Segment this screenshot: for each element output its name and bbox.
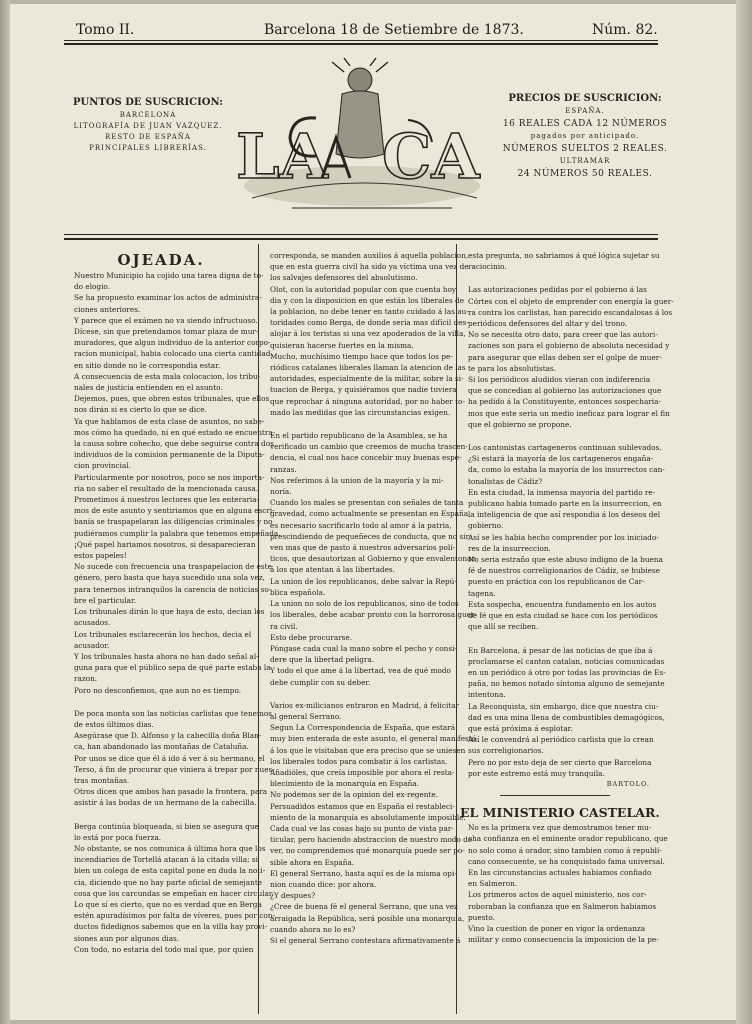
text-line: cosa que los carcundas se empeñan en hacer circular. xyxy=(74,888,274,898)
text-line: Otros dicen que ambos han pasado la frontera, para xyxy=(74,787,268,797)
text-line: proclamarse el canton catalan, noticias comunicadas xyxy=(468,656,665,666)
dateline: Barcelona 18 de Setiembre de 1873. xyxy=(264,22,524,38)
text-line: gobierno. xyxy=(468,521,504,531)
text-line: Particularmente por nosotros, poco se nos importa- xyxy=(74,472,265,482)
subscription-prices xyxy=(500,92,670,181)
text-line: Terso, á fin de procurar que viniera á trepar por nues- xyxy=(74,764,275,774)
text-line: ra civil. xyxy=(270,621,298,631)
text-line: en un periódico á otro por todas las provincias de Es- xyxy=(468,667,666,677)
text-line: para asegurar que ellas deben ser el golpe de muer- xyxy=(468,352,662,362)
text-line: Así se les habia hecho comprender por los iniciado- xyxy=(468,532,659,542)
text-line: debe cumplir con su deber. xyxy=(270,677,371,687)
text-line: Los primeros actos de aquel ministerio, nos cor- xyxy=(468,890,647,900)
text-line: los salvajes defensores del absolutismo. xyxy=(270,273,418,283)
text-line: Asegúrase que D. Alfonso y la cabecilla doña Blan- xyxy=(74,731,262,741)
article-title: EL MINISTERIO CASTELAR. xyxy=(460,805,660,821)
masthead-rule xyxy=(64,234,658,235)
text-line: Esta sospecha, encuentra fundamento en los autos xyxy=(468,599,657,609)
text-line: alojar á los teristas si una vez apoderados de la villa, xyxy=(270,329,466,339)
text-line: guna para que el público sepa de qué parte estaba la xyxy=(74,663,271,673)
text-line: toridades como Berga, de donde seria mas difícil des- xyxy=(270,318,469,328)
text-line: blecimiento de la monarquía en España. xyxy=(270,779,419,789)
text-line: la causa sobre cohecho, que debe seguirse contra dos xyxy=(74,439,274,449)
text-line: al general Serrano. xyxy=(270,711,342,721)
text-line: Varios ex-milicianos entraron en Madrid, á felicitar xyxy=(270,700,460,710)
text-line: fé de nuestros correligionarios de Cádiz, se hubiese xyxy=(468,566,661,576)
text-line: paña, no hemos notado síntoma alguno de semejante xyxy=(468,679,665,689)
text-line: razon. xyxy=(74,674,98,684)
svg-text:CA: CA xyxy=(382,120,480,193)
text-line: sus correligionarios. xyxy=(468,746,544,756)
text-line: ra contra los carlistas, han parecido escandalosas á los xyxy=(468,307,673,317)
text-line: blica española. xyxy=(270,587,326,597)
text-line: raciocinio. xyxy=(468,262,507,272)
text-line: Nos referimos á la union de la mayoría y la mi- xyxy=(270,475,444,485)
text-line: tagena. xyxy=(468,588,496,598)
text-line: ¿Y despues? xyxy=(270,891,316,901)
text-line: La union de los republicanos, debe salvar la Repú- xyxy=(270,576,457,586)
text-line: á los que atentan á las libertades. xyxy=(270,565,395,575)
text-line: verificado un cambio que creemos de mucha trascen- xyxy=(270,442,468,452)
text-line: ha pedido á la Constituyente, entonces sospecharia- xyxy=(468,397,661,407)
text-line: A consecuencia de esta mala colocacion, los tribu- xyxy=(74,371,261,381)
prices-spain: ESPAÑA. xyxy=(565,107,605,115)
text-line: La union no solo de los republicanos, sino de todos xyxy=(270,599,459,609)
text-line: bien un colega de esta capital pone en duda la noti- xyxy=(74,866,266,876)
svg-text:LA: LA xyxy=(236,120,328,193)
text-line: puesto en práctica con los republicanos de Car- xyxy=(468,577,645,587)
section-separator xyxy=(460,635,650,643)
text-line: que se concedian al gobierno las autorizaciones que xyxy=(468,386,662,396)
section-separator xyxy=(262,690,452,698)
text-line: ver, no comprendemos qué monarquía puede ser po- xyxy=(270,846,465,856)
text-line: ¿Cree de buena fé el general Serrano, que una vez xyxy=(270,902,458,912)
text-line: Y los tribunales hasta ahora no han dado señal al- xyxy=(74,651,259,661)
text-line: Las autorizaciones pedidas por el gobierno á las xyxy=(468,285,647,295)
text-line: nales de justicia entienden en el asunto. xyxy=(74,383,223,393)
text-line: Se ha propuesto examinar los actos de administra- xyxy=(74,293,262,303)
text-line: militar y como consecuencia la imposicion de la pe- xyxy=(468,935,659,945)
text-line: estén apuradísimos por falta de víveres, pues por con- xyxy=(74,911,275,921)
text-line: En Barcelona, á pesar de las noticias de que iba á xyxy=(468,645,653,655)
text-line: género, pero basta que haya sucedido una sola vez, xyxy=(74,573,265,583)
prices-overseas: ULTRAMAR xyxy=(559,157,611,165)
text-line: Córtes con el objeto de emprender con energía la guer- xyxy=(468,296,674,306)
text-line: acusados. xyxy=(74,618,111,628)
text-line: El general Serrano, hasta aquí es de la misma opi- xyxy=(270,868,457,878)
text-line: Así le convendrá al periódico carlista que lo crean xyxy=(468,735,654,745)
text-line: dia y con la disposicion en que están los liberales de xyxy=(270,295,465,305)
text-line: Berga continúa bloqueada, si bien se asegura que xyxy=(74,821,259,831)
text-line: siones aun por algunos dias. xyxy=(74,933,180,943)
text-line: En el partido republicano de la Asamblea, se ha xyxy=(270,431,448,441)
text-line: ticos, que desautorizan al Gobierno y que envalentonan xyxy=(270,554,477,564)
text-line: Con todo, no estaria del todo mal que, por quien xyxy=(74,944,254,954)
text-line: para tenernos intranquilos la carencia de noticias so- xyxy=(74,584,272,594)
text-line: miento de la monarquía es absolutamente imposible. xyxy=(270,812,466,822)
text-line: los liberales todos para combatir á los carlistas. xyxy=(270,756,448,766)
article-separator xyxy=(500,795,610,796)
text-line: ticular, pero haciendo abstraccion de nuestro modo de xyxy=(270,835,473,845)
text-line: no solo como á orador, sino tambien como á republi- xyxy=(468,845,662,855)
text-line: cha confianza en el eminente orador republicano, que xyxy=(468,834,668,844)
text-line: en sitio donde no le correspondia estar. xyxy=(74,360,221,370)
text-line: Si el general Serrano contestara afirmativamente á xyxy=(270,935,461,945)
text-line: Los tribunales esclarecerán los hechos, decia el xyxy=(74,629,252,639)
text-line: No sucede con frecuencia una traspapelacion de este xyxy=(74,562,272,572)
text-line: en Salmeron. xyxy=(468,879,518,889)
text-line: mos que este seria un medio ineficaz para lograr el fin xyxy=(468,408,670,418)
volume-label: Tomo II. xyxy=(76,22,135,38)
text-line: nos dirán si es cierto lo que se dice. xyxy=(74,405,207,415)
text-line: Mucho, muchísimo tiempo hace que todos los pe- xyxy=(270,351,453,361)
text-line: dere que la libertad peligra. xyxy=(270,655,375,665)
section-separator xyxy=(66,698,256,706)
text-line: los liberales, debe acabar pronto con la horrorosa guer- xyxy=(270,610,478,620)
text-line: da, como lo estaba la mayoría de los insurrectos can- xyxy=(468,465,665,475)
text-line: riódicos catalanes liberales llaman la atencion de las xyxy=(270,363,466,373)
header-rule-thick xyxy=(64,43,658,45)
text-line: racion municipal, habia colocado una cierta cantidad xyxy=(74,349,271,359)
masthead-rule-thick xyxy=(64,238,658,240)
text-line: dencia, el cual nos hace concebir muy buenas espe- xyxy=(270,453,462,463)
text-line: incendiarios de Tortellá atacan á la citada villa; si xyxy=(74,855,258,865)
text-line: dad es una mina llena de combustibles demagógicos, xyxy=(468,712,665,722)
text-line: Y parece que el exámen no va siendo infructuoso. xyxy=(74,315,258,325)
prices-title: PRECIOS DE SUSCRICION: xyxy=(508,93,662,104)
page-right-edge xyxy=(736,0,752,1024)
text-line: cano consecuente, se ha conquistado fama universal. xyxy=(468,856,665,866)
text-line: Poro no desconfiemos, que aun no es tiempo. xyxy=(74,685,242,695)
subscription-line: PRINCIPALES LIBRERÍAS. xyxy=(89,144,207,152)
text-line: intentona. xyxy=(468,690,506,700)
text-line: No podemos ser de la opinion del ex-regente. xyxy=(270,790,439,800)
text-line: publicano habia tomado parte en la insurreccion, en xyxy=(468,499,662,509)
text-line: puesto. xyxy=(468,912,495,922)
subscription-line: LITOGRAFÍA DE JUAN VAZQUEZ. xyxy=(73,122,223,130)
article-title: OJEADA. xyxy=(117,251,205,269)
text-line: que allí se reciben. xyxy=(468,622,539,632)
text-line: bre el particular. xyxy=(74,595,137,605)
section-separator xyxy=(262,420,452,428)
text-line: No se necesita otro dato, para creer que las autori- xyxy=(468,330,658,340)
subscription-points-title: PUNTOS DE SUSCRICION: xyxy=(73,97,223,108)
text-line: cia, diciendo que no hay parte oficial de semejante xyxy=(74,877,263,887)
text-line: asistir á las bodas de un hermano de la cabecilla. xyxy=(74,798,257,808)
text-line: No es la primera vez que demostramos tener mu- xyxy=(468,823,652,833)
text-line: á los que le visitaban que era preciso que se uniesen xyxy=(270,745,466,755)
prices-loose: NÚMEROS SUELTOS 2 REALES. xyxy=(502,144,668,154)
text-line: banía se traspapelaran las diligencias criminales y no xyxy=(74,517,273,527)
page-left-edge xyxy=(0,0,10,1024)
text-line: La Reconquista, sin embargo, dice que nuestra ciu- xyxy=(468,701,659,711)
column-3 xyxy=(460,250,674,945)
text-line: Ya que hablamos de esta clase de asuntos, no sabe- xyxy=(74,416,265,426)
text-line: noría. xyxy=(270,487,292,497)
text-line: Olot, con la autoridad popular con que cuenta hoy xyxy=(270,284,457,294)
text-line: roboraban la confianza que en Salmeron habiamos xyxy=(468,901,657,911)
text-line: Cada cual ve las cosas bajo su punto de vista par- xyxy=(270,823,454,833)
text-line: esta pregunta, no sabriamos á qué lógica sujetar su xyxy=(468,251,660,260)
text-line: prescindiendo de pequeñeces de conducta, que no sir- xyxy=(270,531,472,541)
text-line: es necesario sacrificarlo todo al amor á la patria, xyxy=(270,520,452,530)
header-line xyxy=(68,22,658,40)
masthead-logo xyxy=(232,58,494,218)
text-line: acusador. xyxy=(74,640,110,650)
text-line: ciones anteriores. xyxy=(74,304,141,314)
text-line: Segun La Correspondencia de España, que estará xyxy=(270,723,456,733)
text-line: sible ahora en España. xyxy=(270,857,355,867)
text-line: ria no saber el resultado de la mencionada causa. xyxy=(74,483,259,493)
text-line: En esta ciudad, la inmensa mayoría del partido re- xyxy=(468,487,656,497)
text-line: ven mas que de pasto á nuestros adversarios polí- xyxy=(270,543,456,553)
text-line: ¿Si estará la mayoría de los cartageneros engaña- xyxy=(468,454,654,464)
text-line: nion cuando dice: por ahora. xyxy=(270,879,377,889)
text-line: Vino la cuestion de poner en vigor la ordenanza xyxy=(468,923,646,933)
section-separator xyxy=(460,274,650,282)
text-line: res de la insurreccion. xyxy=(468,543,551,553)
text-line: zaciones son para el gobierno de absoluta necesidad y xyxy=(468,341,670,351)
text-line: que está próxima á esplotar. xyxy=(468,723,573,733)
text-line: De poca monta son las noticias carlistas que tenemos xyxy=(74,708,273,718)
text-line: Los cantonistas cartageneros continuan sublevados. xyxy=(468,443,662,453)
text-line: Si los periódicos aludidos vieran con indiferencia xyxy=(468,375,651,385)
article-signature: BARTOLO. xyxy=(606,779,650,788)
text-line: Dejemos, pues, que obren estos tribunales, que ellos xyxy=(74,394,270,404)
text-line: mos de este asunto y sentiriamos que en alguna escri- xyxy=(74,506,275,516)
text-line: cion provincial. xyxy=(74,461,131,471)
text-line: la poblacion, no debe tener en tanto cuidado á las au- xyxy=(270,307,469,317)
text-line: que en esta guerra civil ha sido ya víctima una vez de xyxy=(270,262,469,272)
text-line: Lo que sí es cierto, que no es verdad que en Berga xyxy=(74,899,262,909)
text-line: lo está por poca fuerza. xyxy=(74,832,162,842)
text-line: de fé que en esta ciudad se hace con los periódicos xyxy=(468,611,658,621)
column-divider xyxy=(456,244,457,1014)
issue-number: Núm. 82. xyxy=(592,22,658,38)
text-line: gravedad, como actualmente se presentan en España, xyxy=(270,509,471,519)
text-line: En las circunstancias actuales habiamos confiado xyxy=(468,867,652,877)
prices-overseas-price: 24 NÚMEROS 50 REALES. xyxy=(517,169,653,179)
text-line: Nuestro Municipio ha cojido una tarea digna de to- xyxy=(74,271,264,280)
text-line: cuando ahora no lo es? xyxy=(270,924,356,934)
text-line: ca, han abandonado las montañas de Cataluña. xyxy=(74,742,249,752)
text-line: Por unos se dice que él á ido á ver á su hermano, el xyxy=(74,753,265,763)
text-line: pudiéramos cumplir la palabra que tenemos empeñada. xyxy=(74,528,281,538)
text-line: que reprochar á ninguna autoridad, por no haber to- xyxy=(270,396,465,406)
text-line: de estos últimos dias. xyxy=(74,719,154,729)
text-line: periódicos defensores del altar y del trono. xyxy=(468,319,628,329)
section-separator xyxy=(66,811,256,819)
text-line: ¡Qué papel hariamos nosotros, si desaparecieran xyxy=(74,539,256,549)
text-line: tras montañas. xyxy=(74,775,130,785)
text-line: Los tribunales dirán lo que haya de esto, decian los xyxy=(74,607,265,617)
header-rule xyxy=(64,40,658,41)
column-2 xyxy=(262,250,478,946)
text-line: ranzas. xyxy=(270,464,297,474)
text-line: individuos de la comision permanente de la Diputa- xyxy=(74,450,265,460)
text-line: Esto debe procurarse. xyxy=(270,632,353,642)
text-line: Prometimos á nuestros lectores que les enteraria- xyxy=(74,495,260,505)
text-line: mos cómo ha quedado, ni en qué estado se encuentra xyxy=(74,427,273,437)
text-line: quisieran hacerse fuertes en la misma. xyxy=(270,340,414,350)
text-line: estos papeles! xyxy=(74,551,127,561)
text-line: Dícese, sin que pretendamos tomar plaza de mur- xyxy=(74,327,259,337)
prices-advance: pagados por anticipado. xyxy=(530,132,640,140)
text-line: la inteligencia de que así respondia á los deseos del xyxy=(468,510,661,520)
text-line: que el gobierno se propone. xyxy=(468,419,572,429)
text-line: Añadióles, que creía imposible por ahora el resta- xyxy=(270,767,455,777)
prices-spain-price: 16 REALES CADA 12 NÚMEROS xyxy=(502,119,668,129)
subscription-points xyxy=(68,96,228,154)
text-line: Póngase cada cual la mano sobre el pecho y consi- xyxy=(270,643,457,653)
text-line: muradores, que algun individuo de la anterior corpo- xyxy=(74,338,271,348)
text-line: autoridades, especialmente de la militar, sobre la si- xyxy=(270,374,464,384)
text-line: Pero no por esto deja de ser cierto que Barcelona xyxy=(468,757,652,767)
text-line: Y todo el que ame á la libertad, vea de qué modo xyxy=(270,666,451,676)
text-line: corresponda, se manden auxilios á aquella poblacion, xyxy=(270,251,469,260)
text-line: arraigada la República, será posible una monarquía, xyxy=(270,913,465,923)
text-line: No obstante, se nos comunica á última hora que los xyxy=(74,843,266,853)
section-separator xyxy=(460,432,650,440)
text-line: do elogio. xyxy=(74,282,111,292)
text-line: muy bien enterada de este asunto, el general manifestó xyxy=(270,734,477,744)
text-line: Persuadidos estamos que en España el restableci- xyxy=(270,801,455,811)
text-line: No seria estraño que este abuso indigno de la buena xyxy=(468,555,663,565)
text-line: Cuando los males se presentan con señales de tanta xyxy=(270,498,464,508)
text-line: te para los absolutistas. xyxy=(468,363,557,373)
text-line: tonalistas de Cádiz? xyxy=(468,476,543,486)
text-line: tuacion de Berga, y quisiéramos que nadie tuviera xyxy=(270,385,457,395)
text-line: ductos fidedignos sabemos que en la villa hay provi- xyxy=(74,922,268,932)
subscription-line: RESTO DE ESPAÑA xyxy=(105,133,191,141)
text-line: por este estremo está muy tranquila. xyxy=(468,768,605,778)
text-line: mado las medidas que las circunstancias exigen. xyxy=(270,407,451,417)
subscription-line: BARCELONA xyxy=(119,111,177,119)
